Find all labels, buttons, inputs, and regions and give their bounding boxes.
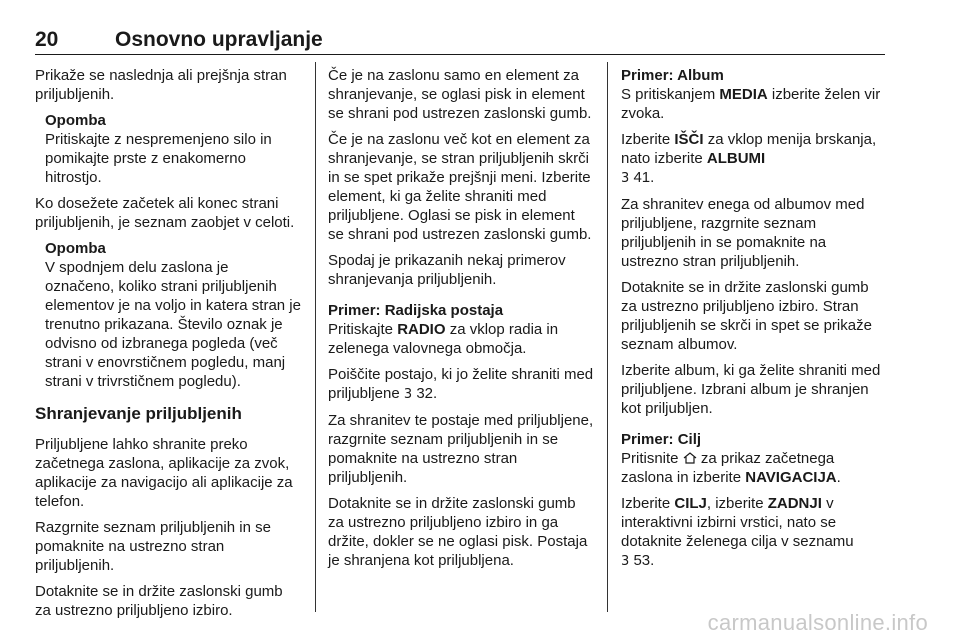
text-run: v interaktivni izbirni vrstici, nato se dotaknite želenega cilja v seznamu — [621, 495, 854, 550]
text-run: , izberite — [706, 495, 768, 512]
column-divider — [315, 62, 316, 612]
text-run: za prikaz začetnega zaslona in izberite — [621, 450, 835, 486]
note-title: Opomba — [45, 112, 106, 129]
paragraph: Spodaj je prikazanih nekaj primerov shranjevanja priljubljenih. — [328, 252, 566, 288]
paragraph — [621, 449, 887, 487]
paragraph: Dotaknite se in držite zaslonski gumb za ustrezno priljubljeno izbiro. — [35, 583, 283, 619]
page-ref-arrow: 3 — [621, 171, 630, 186]
page-number: 20 — [35, 28, 59, 51]
home-icon — [683, 452, 697, 464]
page-header — [35, 26, 885, 55]
note-title: Opomba — [45, 240, 106, 257]
paragraph: Razgrnite seznam priljubljenih in se pomaknite na ustrezno stran priljubljenih. — [35, 519, 271, 574]
column-right — [621, 66, 887, 578]
page-ref-arrow: 3 — [621, 554, 630, 569]
column-divider — [607, 62, 608, 612]
button-name: CILJ — [674, 495, 707, 512]
paragraph: Ko dosežete začetek ali konec strani priljubljenih, je seznam zaobjet v celoti. — [35, 195, 295, 231]
text-run: S pritiskanjem — [621, 86, 720, 103]
watermark: carmanualsonline.info — [707, 610, 928, 635]
paragraph: Za shranitev te postaje med priljubljene, razgrnite seznam priljubljenih in se pomaknite na ustrezno stran priljubljenih. — [328, 412, 594, 486]
text-run: Poiščite postajo, ki jo želite shraniti med priljubljene — [328, 366, 594, 402]
button-name: ZADNJI — [767, 495, 822, 512]
text-run: za vklop radia in zelenega valovnega območja. — [328, 321, 559, 357]
paragraph: Če je na zaslonu več kot en element za shranjevanje, se stran priljubljenih skrči in se spet prikaže prejšnji meni. Izberite element, ki ga želite shraniti med priljubljene. Oglasi se pisk in element se shrani pod ustrezen zaslonski gumb. — [328, 131, 592, 243]
paragraph: Prikaže se naslednja ali prejšnja stran priljubljenih. — [35, 67, 287, 103]
text-run: Pritisnite — [621, 450, 683, 467]
button-name: ALBUMI — [706, 150, 766, 167]
paragraph: Če je na zaslonu samo en element za shranjevanje, se oglasi pisk in element se shrani pod ustrezen zaslonski gumb. — [328, 67, 592, 122]
text-run: 32. — [412, 385, 438, 402]
button-name: RADIO — [397, 321, 446, 338]
paragraph: Za shranitev enega od albumov med priljubljene, razgrnite seznam priljubljenih in se pomaknite na ustrezno stran priljubljenih. — [621, 196, 865, 270]
note-text: V spodnjem delu zaslona je označeno, koliko strani priljubljenih elementov je na voljo in katera stran je trenutno prikazana. Število oznak je odvisno od izbranega pogleda (več strani v enovrstičnem pogledu, manj strani v trivrstičnem pogledu). — [45, 259, 301, 390]
paragraph — [621, 130, 887, 188]
chapter-title: Osnovno upravljanje — [115, 28, 323, 51]
note-text: Pritiskajte z nespremenjeno silo in pomikajte prste z enakomerno hitrostjo. — [45, 131, 272, 186]
paragraph — [621, 85, 887, 123]
text-run: . — [836, 469, 841, 486]
example-title: Primer: Album — [621, 67, 724, 84]
text-run: 41. — [629, 169, 655, 186]
paragraph — [621, 494, 887, 571]
text-run: Pritiskajte — [328, 321, 398, 338]
text-run: Izberite — [621, 131, 675, 148]
example-title: Primer: Radijska postaja — [328, 302, 504, 319]
paragraph: Priljubljene lahko shranite preko začetnega zaslona, aplikacije za zvok, aplikacije za navigacijo ali aplikacije za telefon. — [35, 436, 293, 510]
paragraph — [328, 365, 594, 404]
example-title: Primer: Cilj — [621, 431, 702, 448]
text-run: za vklop menija brskanja, nato izberite — [621, 131, 877, 167]
column-middle — [328, 66, 594, 577]
paragraph: Dotaknite se in držite zaslonski gumb za ustrezno priljubljeno izbiro. Stran priljubljenih se skrči in spet se prikaže seznam albumov. — [621, 279, 872, 353]
paragraph: Izberite album, ki ga želite shraniti med priljubljene. Izbrani album je shranjen kot priljubljen. — [621, 362, 881, 417]
text-run: 53. — [629, 552, 655, 569]
section-heading: Shranjevanje priljubljenih — [35, 404, 242, 423]
text-run: Izberite — [621, 495, 675, 512]
text-run: izberite želen vir zvoka. — [621, 86, 881, 122]
column-left — [35, 66, 301, 627]
note-box — [45, 111, 301, 187]
button-name: IŠČI — [674, 131, 704, 148]
paragraph: Dotaknite se in držite zaslonski gumb za ustrezno priljubljeno izbiro in ga držite, dokler se ne oglasi pisk. Postaja je shranjena kot priljubljena. — [328, 495, 588, 569]
button-name: MEDIA — [719, 86, 768, 103]
page-ref-arrow: 3 — [403, 387, 413, 402]
button-name: NAVIGACIJA — [745, 469, 837, 486]
paragraph — [328, 320, 594, 358]
note-box — [45, 239, 301, 391]
